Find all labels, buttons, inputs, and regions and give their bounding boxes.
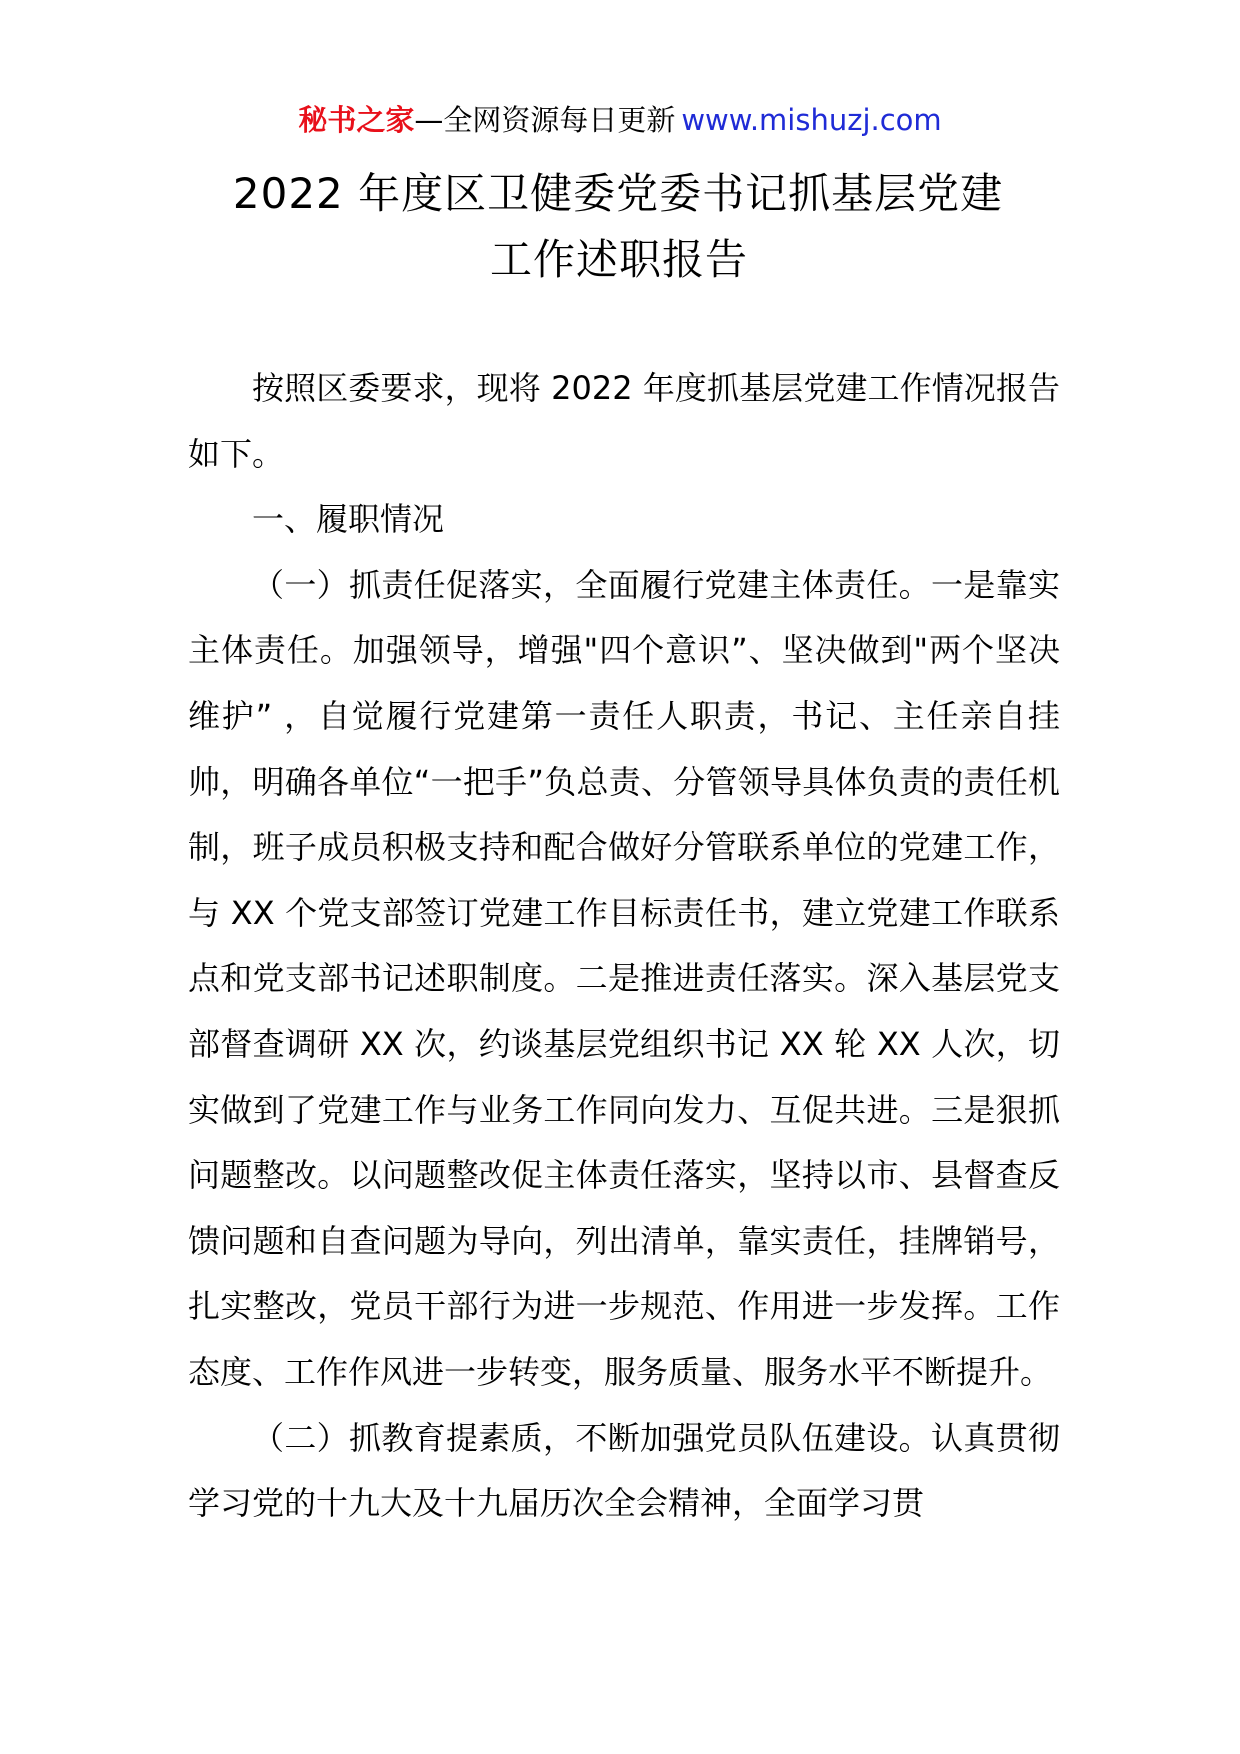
site-tagline: —全网资源每日更新	[414, 103, 676, 137]
paragraph-education: （二）抓教育提素质，不断加强党员队伍建设。认真贯彻学习党的十九大及十九届历次全会精神，全面学习贯	[188, 1418, 1060, 1523]
document-title-line-1: 2022 年度区卫健委党委书记抓基层党建	[232, 169, 1004, 218]
site-header	[0, 100, 1240, 140]
site-url-link[interactable]: www.mishuzj.com	[681, 103, 942, 137]
document-title-line-2: 工作述职报告	[489, 235, 748, 284]
site-brand: 秘书之家	[298, 103, 415, 137]
paragraph-intro: 按照区委要求，现将 2022 年度抓基层党建工作情况报告如下。	[188, 369, 1060, 473]
document-body	[188, 356, 1060, 1537]
section-heading-1: 一、履职情况	[252, 500, 445, 539]
paragraph-responsibility: （一）抓责任促落实，全面履行党建主体责任。一是靠实主体责任。加强领导，增强"四个意识”、坚决做到"两个坚决维护” ，自觉履行党建第一责任人职责，书记、主任亲自挂帅，明确各单位“一把手”负总责、分管领导具体负责的责任机制，班子成员积极支持和配合做好分管联系单位的党建工作，与 XX 个党支部签订党建工作目标责任书，建立党建工作联系点和党支部书记述职制度。二是推进责任落实。深入基层党支部督查调研 XX 次，约谈基层党组织书记 XX 轮 XX 人次，切实做到了党建工作与业务工作同向发力、互促共进。三是狠抓问题整改。以问题整改促主体责任落实，坚持以市、县督查反馈问题和自查问题为导向，列出清单，靠实责任，挂牌销号，扎实整改，党员干部行为进一步规范、作用进一步发挥。工作态度、工作作风进一步转变，服务质量、服务水平不断提升。	[188, 565, 1060, 1391]
